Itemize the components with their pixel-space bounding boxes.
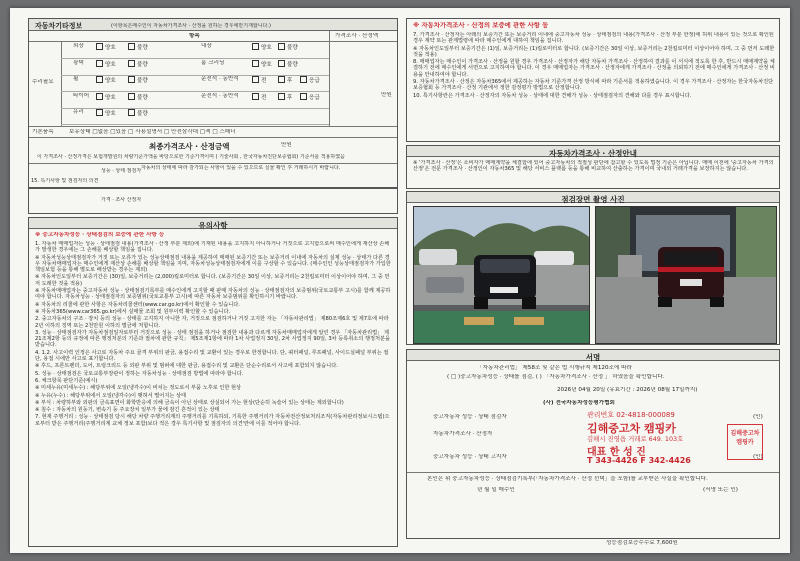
paragraph: 3. 성능 · 상태점검자가 자동차점검일자로부터 거짓으로 성능 · 상태 점검을 하거나 점검한 내용과 다르게 자동차매매업자에게 알린 경우 「자동차관리법」 제21조제2항 등의 규정에 따른 행정처분의 기준과 절차에 관한 규칙」 제5조제1항에 따라 1차 사업정지 30일, 2차 사업정지 90일, 3차 등록취소의 행정처분을 받습니다. [35,329,391,349]
checkbox[interactable] [128,109,135,116]
sign-mark-1: (인) [753,414,763,420]
paragraph: 10. 특기사항란은 가격조사 · 산정자의 자동차 성능 · 상태에 대한 견해가 성능 · 상태점검자의 견해와 다를 경우 표시합니다. [413,92,692,99]
dealer-representative: 대표 한 성 진 [587,447,646,458]
dealer-address: 김해시 진영읍 거래로 649. 103호 [587,435,684,443]
confirm-text: 본인은 위 중고자동차성능 · 상태점검기록부(「자동차가격조사 · 산정 선택」을 포함)를 교부받은 사실을 확인합니다. [427,476,708,482]
row-option-b1: 전 [249,76,266,85]
checkbox[interactable] [252,93,259,100]
sign-law: 「자동차관리법」 제58조 및 같은 법 시행규칙 제120조에 따라 [477,365,632,371]
final-price-unit: 만원 [281,142,292,148]
checkbox[interactable] [252,43,259,50]
paragraph: ※ 미세누유(미세누수) : 해당부위에 오일(냉각수)이 비치는 정도로서 부품 노후로 인한 현상 [35,385,242,392]
row-option-b2: 후 [275,76,292,85]
buyer-date-line: 년 월 일 매수인 [477,487,515,493]
row-item-a: 유리 [73,109,84,115]
paragraph: ※ 자동차의 리콜에 관한 사항은 자동차리콜센터(www.car.go.kr)에서 확인할 수 있습니다. [35,301,240,308]
checkbox[interactable] [96,43,103,50]
checkbox[interactable] [278,76,285,83]
row-item-a: 광택 [73,59,84,66]
paragraph: 7. 가격조사 · 산정자는 아래의 보증기간 또는 보증거리 이내에 중고자동차 성능 · 상태점검의 내용(가격조사 · 산정 부분 한정)에 허위 내용이 있는 것으로 확인된 경우 계약 또는 관계법령에 따라 매수인에게 대하여 책임을 집니다. [413,32,774,45]
fee-note: 성능점검보증수수료 7,600원 [606,540,678,546]
special-sub2: 가격 · 조사 산정자 [101,197,142,203]
checkbox[interactable] [252,76,259,83]
paragraph: 1. 자동차 매매업자는 성능 · 상태점검 내용(가격조사 · 산정 부분 제외)에 기재된 내용을 고지하지 아니하거나 거짓으로 고지함으로써 매수인에게 재산상 손해가 발생한 경우에는 그 손해를 배상할 책임을 집니다. [35,241,390,254]
warning-title: ※ 중고자동차성능 · 상태점검의 보증에 관한 사항 등 [35,232,165,238]
dealer-name: 김해중고차 캠핑카 [587,422,676,435]
price-info-title: 자동차가격조사 · 산정안내 [549,148,637,158]
row-option-b3: 응급 [297,93,320,102]
notice-box [28,217,398,547]
paragraph: 6. 체크항목 판단기준(예시) [35,377,98,384]
inspection-document [10,8,790,553]
paragraph: 5. 성능 · 상태점검은 국토교통부장관이 정하는 자동차성능 · 상태점검 방법에 따라야 합니다. [35,370,244,377]
special-note: 자동차의 상태에 따라 감가되는 사항이 있을 수 있으므로 실물 확인 후 거래하시기 바랍니다. [141,165,341,171]
checkbox[interactable] [278,60,285,67]
checkbox[interactable] [128,60,135,67]
row-option-b1: 양호 [249,43,272,52]
col-item-header: 항목 [189,33,200,39]
paragraph: ※ 후드, 프론트펜더, 도어, 트렁크리드 등 외판 부위 및 범퍼에 대한 판금, 용접수리 및 교환은 단순수리로서 사고에 포함되지 않습니다. [35,363,338,370]
checkbox[interactable] [278,43,285,50]
dealer-reg-no: 관리번호 02-4818-000089 [587,411,675,419]
special-sub1: 성능 · 상태 점검자 [101,168,142,174]
vehicle-extra-info-table [28,18,398,188]
row-item-b: 운전석 · 동반석 [201,76,239,82]
role-notifier: 중고자동차 성능 · 상태 고지자 [433,454,507,460]
checkbox[interactable] [96,109,103,116]
row-option-good: 양호 [93,109,116,118]
signature-title: 서명 [585,352,601,362]
row-item-a: 외장 [73,43,84,49]
side-label: 수리필요 [32,79,54,85]
row-item-b: 운전석 · 동반석 [201,92,239,99]
company-seal: 김해중고차캠핑카 [727,424,763,460]
row-option-bad: 불량 [125,76,148,85]
price-info-text: ※ '가격조사 · 산정'은 소비자가 매매계약을 체결함에 있어 중고자동차의 적절성 판단에 참고할 수 있도록 법정 기준은 아닙니다. 매매 이전에 '중고자동차 가격의 산정'은 전문 가격조사 · 산정인이 자동차365 및 해당 서비스 플랫폼 등을 통해 비교하여 산출하는 가격이며 국내외 거래가격을 보장하지는 않습니다. [413,160,774,173]
paragraph: ※ 자동차성능상태점검자가 거짓 또는 오류가 있는 성능상태점검 내용을 제공하여 매매된 보증기간 또는 보증거리 이내에 자동차의 실제 성능 · 상태가 다른 경우 자동차매매업자는 매수인에게 재산상 손해를 배상할 책임을 지며, 자동차성능상태점검자에게 이를 구상할 수 있습니다. (매수인인 성능상태점검자가 가입한 책임보험 등을 통해 별도로 배상받는 경우는 제외) [35,254,391,274]
photo-title: 점검장면 촬영 사진 [561,194,625,204]
special-label: 15. 특기사항 및 점검자의 의견 [31,178,99,184]
paragraph: ※ 자동차인도일부터 보증기간은 (1)일, 보증거리는 (1)킬로미터로 합니다. (보증기간은 30일 이상, 보증거리는 2천킬로미터 이상이어야 하며, 그 중 먼저 도래한 것을 적용) [413,45,775,58]
paragraph: ※ 자동차인도일부터 보증기간은 (30)일, 보증거리는 (2,000)킬로미터로 합니다. (보증기간은 30일 이상, 보증거리는 2천킬로미터 이상이어야 하며, 그 중 먼저 도래한 것을 적용) [35,274,390,287]
role-price-assessor: 자동차가격조사 · 산정자 [433,431,493,437]
row-option-bad: 불량 [125,60,148,69]
photo-box [406,191,780,345]
row-option-bad: 불량 [125,43,148,52]
row-option-b2: 불량 [275,60,298,69]
paragraph: ※ 부식 : 차량하부와 외판의 금속표면이 화학반응에 의해 금속이 아닌 상태로 상실되어 가는 현상(단순히 녹슬어 있는 상태는 제외합니다) [35,399,344,406]
checkbox[interactable] [128,76,135,83]
notice-title: 유의사항 [198,220,228,230]
paragraph: 2. 중고자동차의 구조 · 장치 등의 성능 · 상태를 고지하지 아니한 자, 거짓으로 점검하거나 거짓 고지한 자는 「자동차관리법」 제80조제6호 및 제7호에 따라 2년 이하의 징역 또는 2천만원 이하의 벌금에 처합니다. [35,316,389,329]
checkbox[interactable] [128,43,135,50]
row-item-b: 룸 크리닝 [201,59,225,66]
section-title: 자동차기타정보 [35,22,83,30]
checkbox[interactable] [96,93,103,100]
row-option-good: 양호 [93,76,116,85]
basic-label: 기본품목 [32,129,54,135]
row-option-bad: 불량 [125,109,148,118]
association-name: (사) 전국자동차성능평가협회 [543,400,615,406]
row-option-b1: 양호 [249,60,272,69]
paragraph: ※ 자동차365(www.car365.go.kr)에서 실매물 조회 및 원부이력 확인할 수 있습니다. [35,308,231,315]
notice-paragraphs [35,241,391,546]
paragraph: 4. 1.2. 사고이력 인정은 사고로 자동차 주요 골격 부위의 판금, 용접수리 및 교환이 있는 경우로 한정합니다. 단, 쿼터패널, 루프패널, 사이드실패널 부위는 절단, 용접 시에만 사고로 표기합니다. [35,349,389,363]
paragraph: ※ 자동차매매업자는 중고자동차 성능 · 상태점검기록부를 매수인에게 고지할 때 판매 자동차의 성능 · 상태점검자의 보증범위(국토교통부 고시)를 함께 제공하여야 합니다. 자동차성능 · 상태점검자의 보증범위(국토교통부 고시)에 따른 자동차 보증범위를 확인하시기 바랍니다. [35,288,391,301]
price-guarantee-title: ※ 자동차가격조사 · 산정의 보증에 관한 사항 등 [413,22,549,29]
special-price-box [28,188,398,214]
row-option-b2: 불량 [275,43,298,52]
final-price-title: 최종가격조사 · 산정금액 [149,142,230,151]
inspection-photo-front [413,206,590,344]
row-item-b: 내장 [201,43,212,49]
col-price-header: 가격조사 · 산정액 [335,33,379,39]
checkbox[interactable] [96,60,103,67]
price-info-box [406,145,780,189]
signature-box [406,349,780,539]
section-note: (이항목은매수인이 자동차가격조사 · 산정을 원하는 경우에만기재합니다.) [111,22,271,29]
sign-law2: ( □ )중고자동차성능 · 상태를 점검, ( ) 「자동차가격조사 · 산정 」 하였음을 확인합니다. [447,374,665,380]
row-option-b1: 전 [249,93,266,102]
role-inspector: 중고자동차 성능 · 상태 점검자 [433,414,507,420]
row-option-b3: 응급 [297,76,320,85]
checkbox[interactable] [128,93,135,100]
checkbox[interactable] [96,76,103,83]
paragraph: 9. 자동차가격조사 · 산정은 자동차365에서 제공하는 자동차 기준가격 산정 방식에 따라 기준서를 적용하였습니다. 이 경우 가격조사 · 산정자는 한국자동차진단보증협회 등 가격조사 · 산정 기관에서 정한 감정평가 방법으로 산정합니다. [413,79,774,92]
checkbox[interactable] [278,93,285,100]
row-option-good: 양호 [93,43,116,52]
paragraph: 7. 현재 주행거리 : 성능 · 상태점검 당시 해당 차량 주행거리계의 주행거리를 기록하되, 기록한 주행거리가 자동차전산정보처리조직(자동차관리정보시스템)으로부터 받은 주행거리(주행거리계 교체 정보 포함)보다 적은 경우 특기사항 및 점검자의 의견'란에 이를 적어야 합니다. [35,414,390,427]
inspection-photo-rear [595,206,777,344]
basic-items: 보유상태 □없음 □있음 □ 사용설명서 □ 안전삼각대 □잭 □ 스패너 [69,129,236,135]
issue-date: 2026년 04월 20일 (유효기간 : 2026년 08월 17일까지) [557,387,698,393]
paragraph: ※ 침수 : 자동차의 원동기, 변속기 등 주요장치 일부가 물에 잠긴 흔적이 있는 상태 [35,407,220,414]
checkbox[interactable] [252,60,259,67]
paragraph: 8. 매매업자는 매수인이 가격조사 · 산정을 원할 경우 가격조사 · 산정자가 해당 자동차 가격조사 · 산정하여 결과를 이 서식에 적도록 한 후, 반드시 매매계약을 체결하기 전에 매수인에게 서면으로 고지하여야 합니다. 이 경우 매매업자는 가격조사 · 산정자에게 가격조사 · 산정을 의뢰하기 전에 매수인에게 가격조사 · 산정 비용을 안내하여야 합니다. [413,59,775,78]
unit-label: 만원 [381,92,392,98]
row-item-a: 휠 [73,76,79,82]
checkbox[interactable] [300,76,307,83]
sign-mark-2: (인) [753,454,763,460]
row-item-a: 타이어 [73,92,90,99]
final-price-note: 이 가격조사 · 산정가격은 보험개발원의 차량기준가액을 바탕으로한 기준가격이며 ( 기술사회 , 한국자동차진단보증협회) 기준서를 적용하였음 [37,154,345,160]
price-guarantee-paragraphs [413,32,775,142]
row-option-good: 양호 [93,93,116,102]
paragraph: ※ 누유(누수) : 해당부위에서 오일(냉각수)이 맺혀서 떨어지는 상태 [35,392,187,399]
price-guarantee-box [406,18,780,142]
dealer-phone: T 343-4426 F 342-4426 [587,456,691,465]
row-option-good: 양호 [93,60,116,69]
checkbox[interactable] [300,93,307,100]
row-option-b2: 후 [275,93,292,102]
buyer-sign-caption: (서명 또는 인) [703,487,738,493]
row-option-bad: 불량 [125,93,148,102]
